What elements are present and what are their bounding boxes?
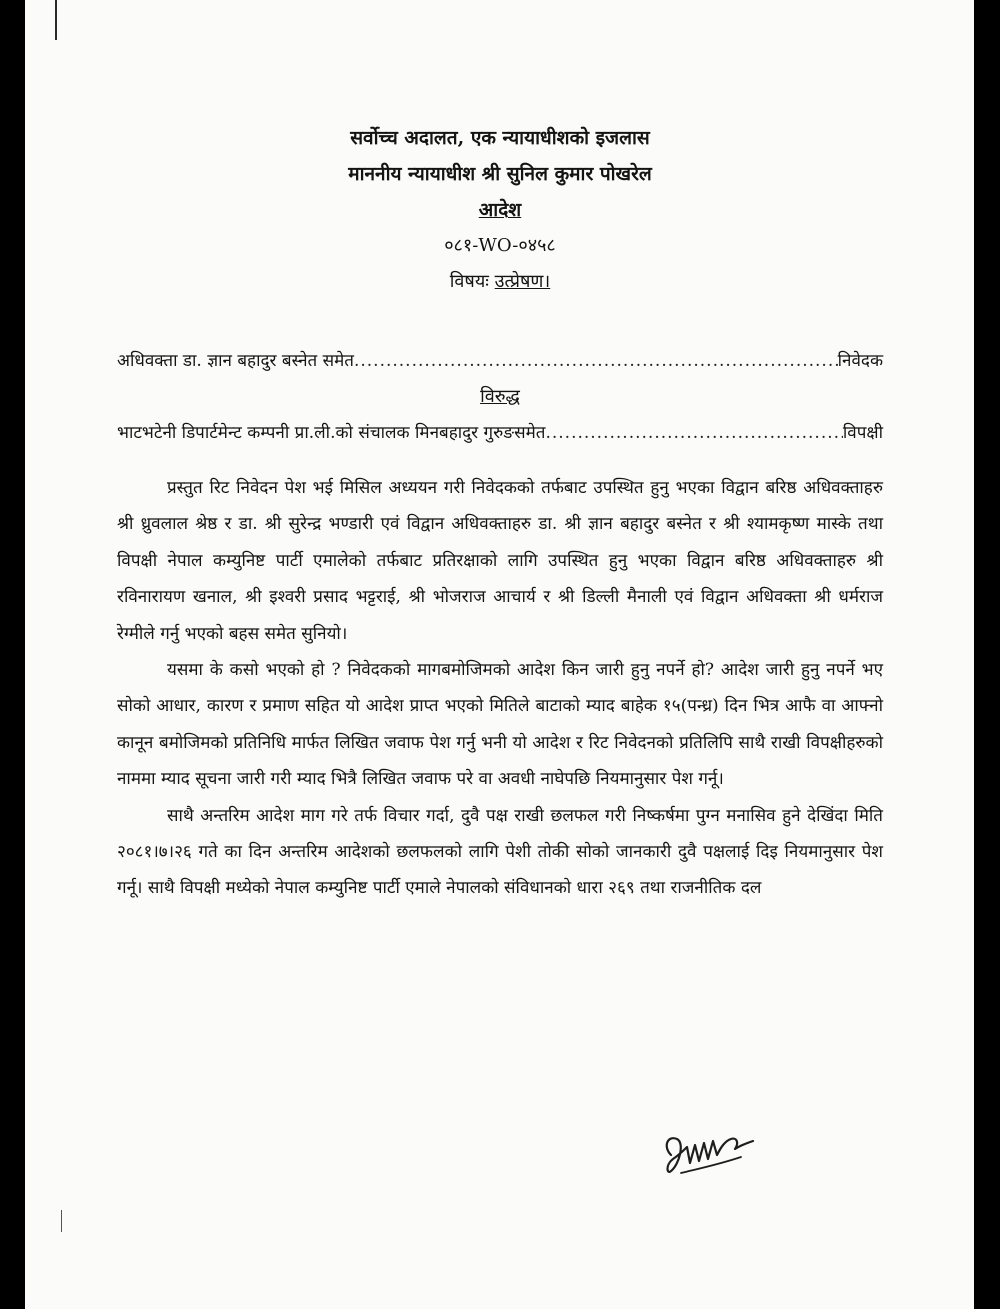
respondent-role: विपक्षी bbox=[842, 423, 883, 443]
leader-dots bbox=[545, 416, 842, 450]
document-page bbox=[25, 0, 974, 1309]
paragraph: प्रस्तुत रिट निवेदन पेश भई मिसिल अध्ययन गरी निवेदकको तर्फबाट उपस्थित हुनु भएका विद्वान बरिष्ठ अधिवक्ताहरु श्री ध्रुवलाल श्रेष्ठ र डा. श्री सुरेन्द्र भण्डारी एवं विद्वान अधिवक्ताहरु डा. श्री ज्ञान बहादुर बस्नेत र श्री श्यामकृष्ण मास्के तथा विपक्षी नेपाल कम्युनिष्ट पार्टी एमालेको तर्फबाट प्रतिरक्षाको लागि उपस्थित हुनु भएका विद्वान बरिष्ठ अधिवक्ताहरु श्री रविनारायण खनाल, श्री इश्वरी प्रसाद भट्टराई, श्री भोजराज आचार्य र श्री डिल्ली मैनाली एवं विद्वान अधिवक्ता श्री धर्मराज रेग्मीले गर्नु भएको बहस समेत सुनियो। bbox=[117, 478, 883, 644]
paragraph: यसमा के कसो भएको हो ? निवेदकको मागबमोजिमको आदेश किन जारी हुनु नपर्ने हो? आदेश जारी हुनु नपर्ने भए सोको आधार, कारण र प्रमाण सहित यो आदेश प्राप्त भएको मितिले बाटाको म्याद बाहेक १५(पन्ध्र) दिन भित्र आफै वा आफ्नो कानून बमोजिमको प्रतिनिधि मार्फत लिखित जवाफ पेश गर्नु भनी यो आदेश र रिट निवेदनको प्रतिलिपि साथै राखी विपक्षीहरुको नाममा म्याद सूचना जारी गरी म्याद भित्रै लिखित जवाफ परे वा अवधी नाघेपछि नियमानुसार पेश गर्नू। bbox=[117, 660, 883, 790]
versus-label: विरुद्ध bbox=[480, 386, 520, 407]
signature-image bbox=[657, 1125, 767, 1185]
parties bbox=[117, 344, 883, 450]
leader-dots bbox=[354, 344, 838, 378]
court-heading: सर्वोच्च अदालत, एक न्यायाधीशको इजलास bbox=[350, 127, 650, 149]
respondent-name: भाटभटेनी डिपार्टमेन्ट कम्पनी प्रा.ली.को संचालक मिनबहादुर गुरुङसमेत bbox=[117, 423, 546, 443]
edge-mark bbox=[55, 0, 57, 40]
petitioner-line bbox=[117, 344, 883, 378]
paragraph: साथै अन्तरिम आदेश माग गरे तर्फ विचार गर्दा, दुवै पक्ष राखी छलफल गरी निष्कर्षमा पुग्न मनासिव हुने देखिंदा मिति २०८१।७।२६ गते का दिन अन्तरिम आदेशको छलफलको लागि पेशी तोकी सोको जानकारी दुवै पक्षलाई दिइ नियमानुसार पेश गर्नू। साथै विपक्षी मध्येको नेपाल कम्युनिष्ट पार्टी एमाले नेपालको संविधानको धारा २६९ तथा राजनीतिक दल bbox=[117, 805, 883, 899]
order-title: आदेश bbox=[478, 199, 522, 221]
petitioner-name: अधिवक्ता डा. ज्ञान बहादुर बस्नेत समेत bbox=[117, 351, 354, 371]
petitioner-role: निवेदक bbox=[837, 351, 883, 371]
judge-heading: माननीय न्यायाधीश श्री सुनिल कुमार पोखरेल bbox=[348, 163, 652, 185]
case-number: ०८१-WO-०४५८ bbox=[444, 235, 556, 256]
respondent-line bbox=[117, 416, 883, 450]
subject-value: उत्प्रेषण। bbox=[494, 271, 551, 292]
court-order bbox=[117, 120, 883, 907]
edge-mark bbox=[61, 1210, 62, 1232]
subject-line bbox=[117, 264, 883, 300]
subject-label: विषयः bbox=[449, 271, 489, 292]
order-body bbox=[117, 470, 883, 907]
